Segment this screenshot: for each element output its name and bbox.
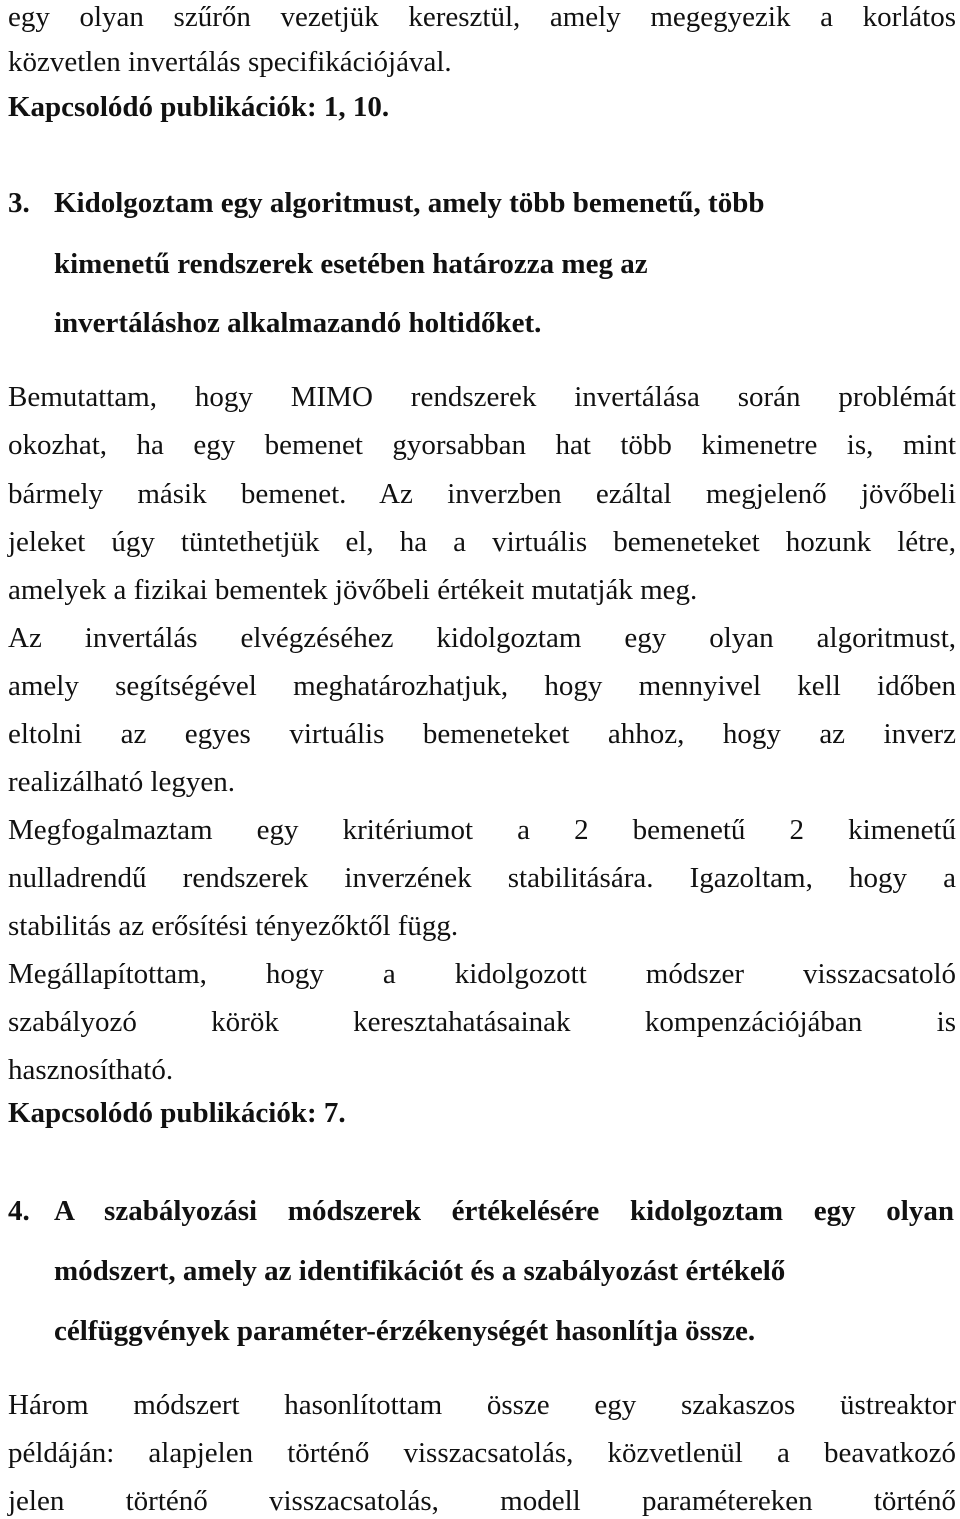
thesis3-body-line-5: amelyek a fizikai bementek jövőbeli értékeit mutatják meg. [8, 574, 698, 606]
thesis3-heading-line-1: Kidolgoztam egy algoritmust, amely több bemenetű, több [54, 187, 765, 219]
thesis3-heading-line-2: kimenetű rendszerek esetében határozza meg az [54, 248, 648, 280]
thesis4-body-line-1: Három módszert hasonlítottam össze egy szakaszos üstreaktor [8, 1389, 956, 1421]
thesis4-body-line-3: jelen történő visszacsatolás, modell paramétereken történő [8, 1485, 956, 1517]
intro-publications: Kapcsolódó publikációk: 1, 10. [8, 91, 390, 123]
thesis4-heading-line-1: A szabályozási módszerek értékelésére kidolgoztam egy olyan [54, 1195, 954, 1227]
thesis3-body-line-15: hasznosítható. [8, 1054, 174, 1086]
intro-line-2: közvetlen invertálás specifikációjával. [8, 46, 452, 78]
thesis3-body-line-14: szabályozó körök keresztahatásainak kompenzációjában is [8, 1006, 956, 1038]
thesis3-body-line-13: Megállapítottam, hogy a kidolgozott módszer visszacsatoló [8, 958, 956, 990]
thesis3-number: 3. [8, 187, 30, 219]
thesis3-heading-line-3: invertáláshoz alkalmazandó holtidőket. [54, 307, 542, 339]
thesis3-body-line-11: nulladrendű rendszerek inverzének stabilitására. Igazoltam, hogy a [8, 862, 956, 894]
thesis4-body-line-2: példáján: alapjelen történő visszacsatolás, közvetlenül a beavatkozó [8, 1437, 956, 1469]
thesis3-publications: Kapcsolódó publikációk: 7. [8, 1097, 346, 1129]
thesis3-body-line-1: Bemutattam, hogy MIMO rendszerek invertálása során problémát [8, 381, 956, 413]
thesis4-heading-line-3: célfüggvények paraméter-érzékenységét hasonlítja össze. [54, 1315, 756, 1347]
thesis3-body-line-2: okozhat, ha egy bemenet gyorsabban hat több kimenetre is, mint [8, 429, 956, 461]
thesis3-body-line-9: realizálható legyen. [8, 766, 236, 798]
thesis3-body-line-12: stabilitás az erősítési tényezőktől függ. [8, 910, 459, 942]
thesis3-body-line-3: bármely másik bemenet. Az inverzben ezáltal megjelenő jövőbeli [8, 478, 956, 510]
thesis4-number: 4. [8, 1195, 30, 1227]
thesis4-heading-line-2: módszert, amely az identifikációt és a szabályozást értékelő [54, 1255, 786, 1287]
thesis3-body-line-6: Az invertálás elvégzéséhez kidolgoztam egy olyan algoritmust, [8, 622, 956, 654]
thesis3-body-line-4: jeleket úgy tüntethetjük el, ha a virtuális bemeneteket hozunk létre, [8, 526, 956, 558]
thesis3-body-line-8: eltolni az egyes virtuális bemeneteket ahhoz, hogy az inverz [8, 718, 956, 750]
thesis3-body-line-7: amely segítségével meghatározhatjuk, hogy mennyivel kell időben [8, 670, 956, 702]
intro-line-1: egy olyan szűrőn vezetjük keresztül, amely megegyezik a korlátos [8, 1, 956, 33]
thesis3-body-line-10: Megfogalmaztam egy kritériumot a 2 bemenetű 2 kimenetű [8, 814, 956, 846]
